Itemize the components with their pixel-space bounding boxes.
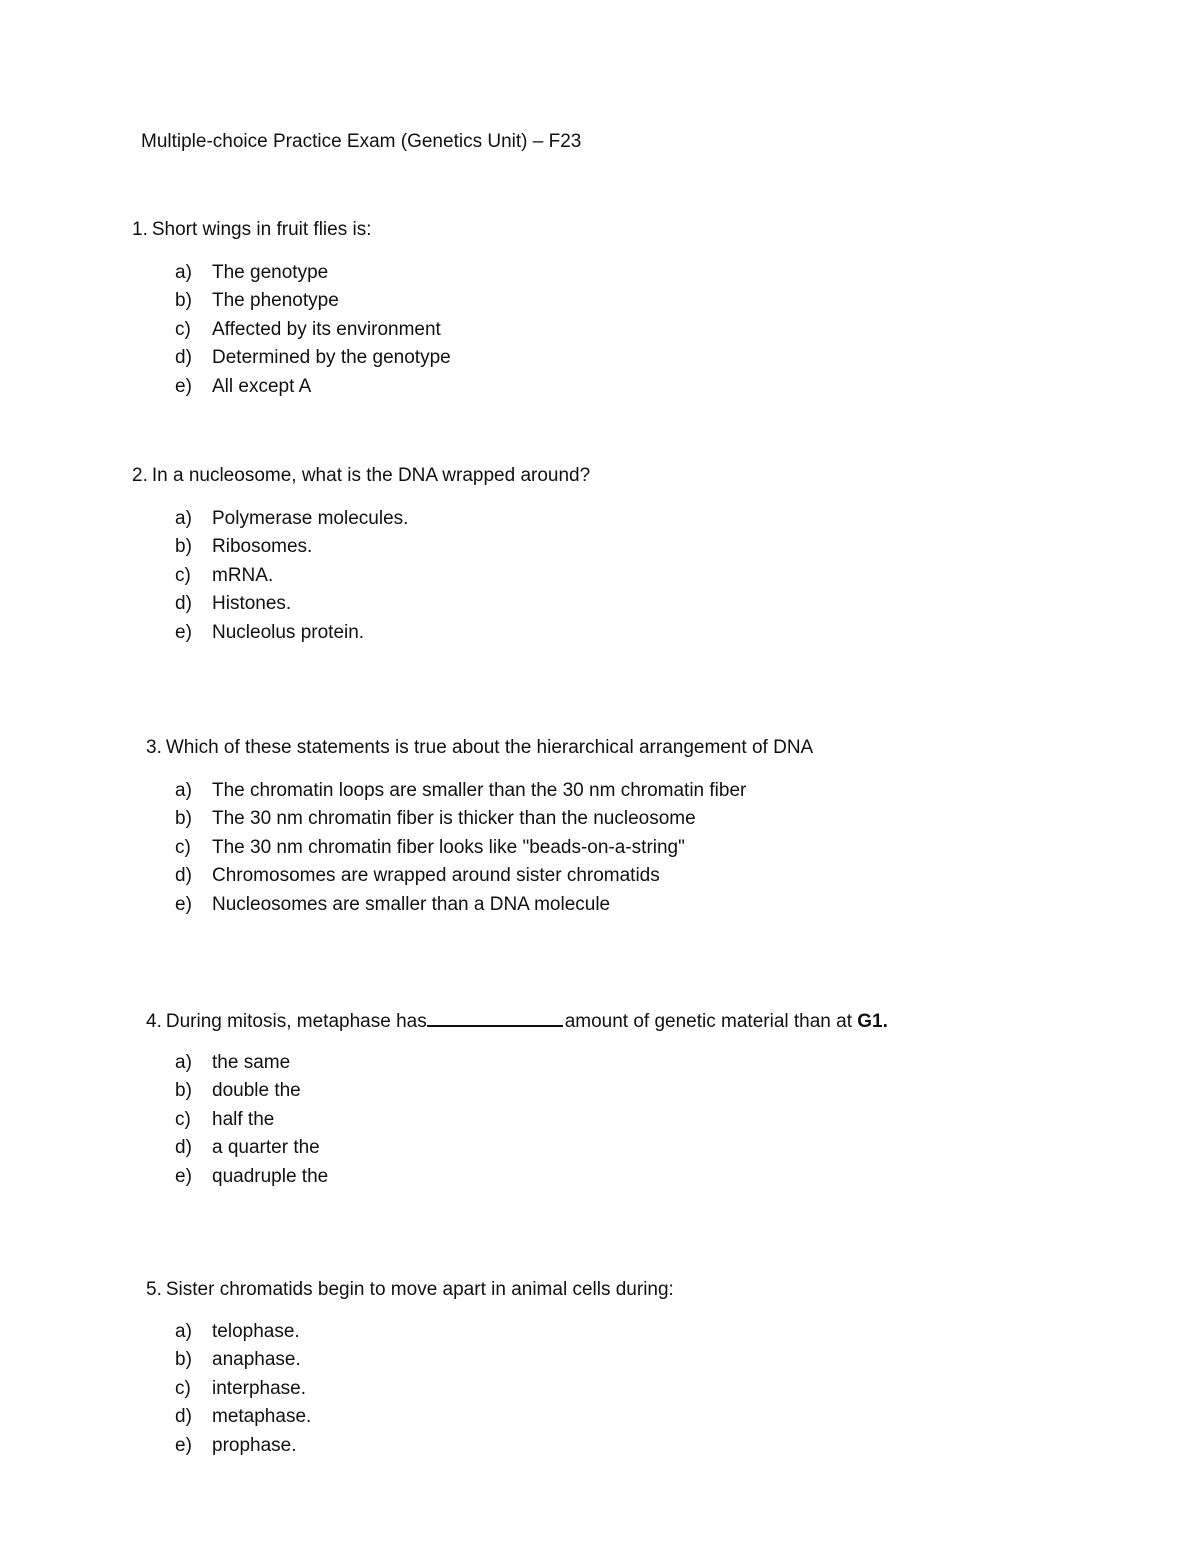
option-a[interactable] [175,505,408,533]
question-1 [132,217,372,243]
option-b[interactable] [175,1077,328,1105]
option-letter: b) [175,536,192,558]
option-letter: d) [175,1406,192,1428]
option-text: Chromosomes are wrapped around sister chromatids [212,865,660,887]
question-2 [132,463,590,489]
option-letter: d) [175,865,192,887]
option-d[interactable] [175,344,451,372]
question-text-before: During mitosis, metaphase has [165,1011,427,1032]
option-text: double the [212,1080,301,1102]
option-letter: e) [175,621,192,643]
option-e[interactable] [175,619,408,647]
option-d[interactable] [175,1134,328,1162]
option-text: mRNA. [212,564,274,586]
option-text: a quarter the [212,1137,320,1159]
answer-blank[interactable] [427,1007,563,1027]
question-3-options [175,777,746,919]
option-text: Ribosomes. [212,536,313,558]
option-letter: c) [175,836,191,858]
page-title: Multiple-choice Practice Exam (Genetics Unit) – F23 [141,131,582,152]
option-letter: b) [175,1080,192,1102]
option-letter: a) [175,1052,192,1073]
option-d[interactable] [175,862,746,890]
option-text: telophase. [212,1321,300,1342]
question-text: In a nucleosome, what is the DNA wrapped around? [151,465,591,486]
option-letter: c) [175,1377,191,1399]
option-c[interactable] [175,562,408,590]
option-b[interactable] [175,805,746,833]
option-text: anaphase. [212,1349,301,1371]
option-text: Histones. [212,593,292,615]
question-4 [146,1007,888,1035]
question-number: 3. [146,737,162,758]
option-a[interactable] [175,259,451,287]
option-text: All except A [212,375,312,397]
option-c[interactable] [175,834,746,862]
option-b[interactable] [175,533,408,561]
option-b[interactable] [175,1346,311,1374]
option-text: metaphase. [212,1406,312,1428]
question-text: Which of these statements is true about the hierarchical arrangement of DNA [165,737,814,758]
option-e[interactable] [175,1163,328,1191]
question-1-options [175,259,451,401]
option-text: The genotype [212,262,329,283]
option-text: quadruple the [212,1165,329,1187]
question-5 [146,1277,674,1303]
option-letter: a) [175,262,192,283]
option-a[interactable] [175,1049,328,1077]
option-text: Nucleolus protein. [212,621,365,643]
option-text: interphase. [212,1377,307,1399]
question-5-options [175,1318,311,1460]
option-a[interactable] [175,777,746,805]
option-text: The phenotype [212,290,339,312]
question-text-bold: G1. [857,1011,888,1032]
option-c[interactable] [175,1106,328,1134]
option-letter: a) [175,780,192,801]
option-a[interactable] [175,1318,311,1346]
option-letter: e) [175,1434,192,1456]
question-2-options [175,505,408,647]
option-letter: e) [175,893,192,915]
question-text-after: amount of genetic material than at [564,1011,852,1032]
option-e[interactable] [175,891,746,919]
option-text: Nucleosomes are smaller than a DNA molecule [212,893,611,915]
option-e[interactable] [175,1432,311,1460]
option-d[interactable] [175,590,408,618]
option-letter: a) [175,1321,192,1342]
option-c[interactable] [175,316,451,344]
option-letter: d) [175,593,192,615]
option-letter: d) [175,347,192,369]
option-letter: c) [175,1108,191,1130]
option-text: half the [212,1108,275,1130]
question-3 [146,735,813,761]
option-letter: d) [175,1137,192,1159]
option-text: The 30 nm chromatin fiber looks like "beads-on-a-string" [212,836,685,858]
option-d[interactable] [175,1403,311,1431]
option-text: Determined by the genotype [212,347,451,369]
option-letter: c) [175,564,191,586]
option-text: The 30 nm chromatin fiber is thicker than the nucleosome [212,808,696,830]
option-text: prophase. [212,1434,297,1456]
question-number: 4. [146,1011,162,1032]
option-letter: b) [175,290,192,312]
question-number: 2. [132,465,148,486]
option-letter: b) [175,1349,192,1371]
question-4-options [175,1049,328,1191]
option-c[interactable] [175,1375,311,1403]
option-text: Affected by its environment [212,318,441,340]
option-letter: b) [175,808,192,830]
option-b[interactable] [175,287,451,315]
option-e[interactable] [175,373,451,401]
option-text: the same [212,1052,291,1073]
question-number: 5. [146,1279,162,1300]
option-letter: a) [175,508,192,529]
option-letter: e) [175,1165,192,1187]
option-letter: c) [175,318,191,340]
option-text: Polymerase molecules. [212,508,409,529]
question-text: Short wings in fruit flies is: [151,219,372,240]
question-number: 1. [132,219,148,240]
option-letter: e) [175,375,192,397]
question-text: Sister chromatids begin to move apart in animal cells during: [165,1279,674,1300]
option-text: The chromatin loops are smaller than the 30 nm chromatin fiber [212,780,747,801]
